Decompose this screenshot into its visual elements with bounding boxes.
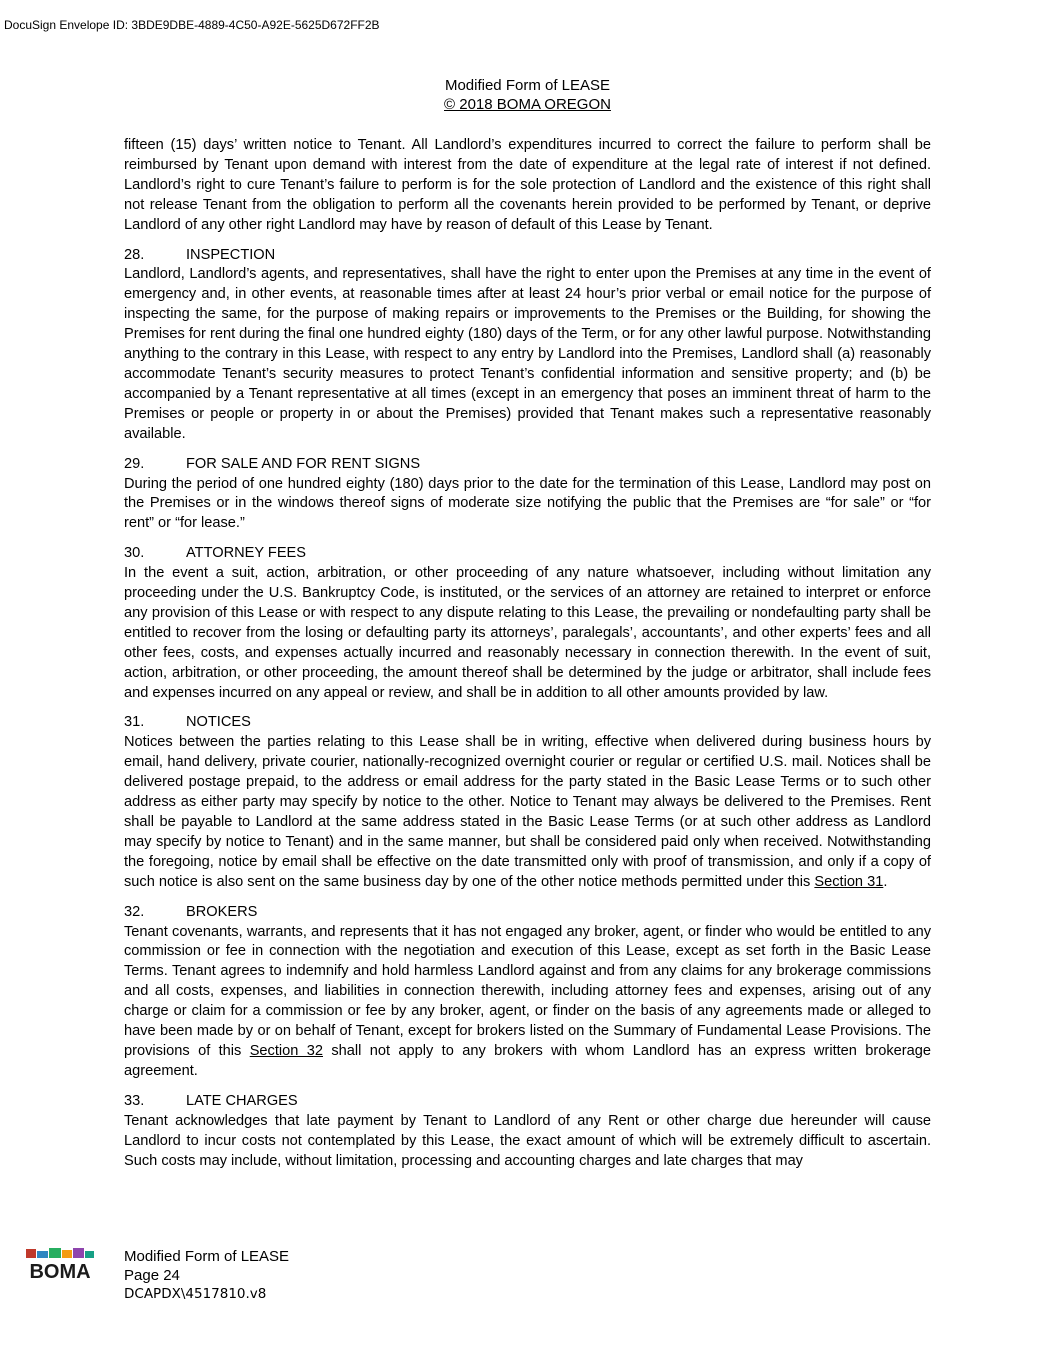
section-text: Landlord, Landlord’s agents, and representatives, shall have the right to enter upon the Premises at any time in the event of emergency and, in other events, at reasonable times after at least 24 hour’s prior verbal or email notice for the purpose of inspecting the same, for the purpose of making repairs or improvements to the Premises or the Building, for showing the Premises for rent during the final one hundred eighty (180) days of the Term, or for any other lawful purpose. Notwithstanding anything to the contrary in this Lease, with respect to any entry by Landlord into the Premises, Landlord shall (a) reasonably accommodate Tenant’s security measures to protect Tenant’s confidential information and sensitive property; and (b) be accompanied by a Tenant representative at all times (except in an emergency that poses an imminent threat of harm to the Premises or people or property in or about the Premises) provided that Tenant makes such a representative reasonably available. [124,266,931,442]
boma-logo [24,1247,96,1283]
footer-form-title: Modified Form of LEASE [124,1248,290,1265]
section-title: LATE CHARGES [186,1092,298,1109]
section-text: During the period of one hundred eighty (180) days prior to the date for the termination of this Lease, Landlord may post on the Premises or in the windows thereof signs of moderate size notifying the public that the Premises are “for sale” or “for rent” or “for lease.” [124,475,931,532]
section-number: 28. [124,246,145,263]
section-text: In the event a suit, action, arbitration, or other proceeding of any nature whatsoever, including without limitation any proceeding under the U.S. Bankruptcy Code, is instituted, or the services of an attorney are retained to interpret or enforce any provision of this Lease or with respect to any dispute relating to this Lease, the prevailing or nondefaulting party shall be entitled to recover from the losing or defaulting party its attorneys’, paralegals’, accountants’, and other experts’ fees and all other fees, costs, and expenses actually incurred and reasonably necessary in connection therewith. In the event of suit, action, arbitration, or other proceeding, the amount thereof shall be determined by the judge or arbitrator, shall include fees and expenses incurred on any appeal or review, and shall be in addition to all other amounts provided by law. [124,565,931,701]
section-title: BROKERS [186,903,258,920]
section-title: INSPECTION [186,246,276,263]
logo-tile [73,1248,84,1258]
section-text-tail: shall not apply to any brokers with whom Landlord has an express written brokerage agreement. [124,1042,932,1079]
footer-doc-id: DCAPDX\4517810.v8 [124,1286,267,1302]
section-31 [124,713,931,892]
section-text-body: Notices between the parties relating to this Lease shall be in writing, effective when delivered during business hours by email, hand delivery, private courier, nationally-recognized overnight courier or regular or certified U.S. mail. Notices shall be delivered postage prepaid, to the address or email address for the party stated in the Basic Lease Terms or to such other address as either party may specify by notice to the other. Notice to Tenant may always be delivered to the Premises. Rent shall be payable to Landlord at the same address stated in the Basic Lease Terms (or at such other address as Landlord may specify by notice to Tenant) and in the same manner, but shall be considered paid only when received. Notwithstanding the foregoing, notice by email shall be effective on the date transmitted only with proof of transmission, and only if a copy of such notice is also sent on the same business day by one of the other notice methods permitted under this [124,734,931,890]
logo-tile [62,1250,72,1258]
section-number: 31. [124,714,145,731]
section-31-link[interactable]: Section 31 [814,873,884,890]
page-footer [124,1247,289,1304]
logo-text: BOMA [29,1261,91,1283]
logo-tile [37,1251,48,1258]
document-body [124,136,931,1171]
section-heading [124,544,931,564]
docusign-envelope-id: DocuSign Envelope ID: 3BDE9DBE-4889-4C50-A92E-5625D672FF2B [4,18,380,32]
section-heading [124,455,931,475]
intro-paragraph: fifteen (15) days’ written notice to Tenant. All Landlord’s expenditures incurred to correct the failure to perform shall be reimbursed by Tenant upon demand with interest from the date of expenditure at the legal rate of interest if not defined. Landlord’s right to cure Tenant’s failure to perform is for the sole protection of Landlord and the existence of this right shall not release Tenant from the obligation to perform all the covenants herein provided to be performed by Tenant, or deprive Landlord of any other right Landlord may have by reason of default of this Lease by Tenant. [124,137,931,233]
section-title: NOTICES [186,714,251,731]
section-heading [124,1092,931,1112]
section-number: 30. [124,545,145,562]
section-text [124,923,931,1082]
section-number: 33. [124,1092,145,1109]
section-28 [124,246,931,445]
section-heading [124,246,931,266]
section-32 [124,903,931,1082]
section-30 [124,544,931,703]
section-text [124,733,931,892]
section-text-body: Tenant covenants, warrants, and represents that it has not engaged any broker, agent, or finder who would be entitled to any commission or fee in connection with the negotiation and execution of this Lease, except as set forth in the Basic Lease Terms. Tenant agrees to indemnify and hold harmless Landlord against and from any claims for any brokerage commissions and all costs, expenses, and liabilities in connection therewith, including attorney fees and expenses, arising out of any charge or claim for a commission or fee by any broker, agent, or finder on the basis of any agreements made or alleged to have been made by or on behalf of Tenant, except for brokers listed on the Summary of Fundamental Lease Provisions. The provisions of this [124,923,931,1059]
section-33 [124,1092,931,1172]
section-text-tail: . [883,873,888,890]
logo-tile [26,1249,36,1258]
header-copyright: © 2018 BOMA OREGON [444,96,611,113]
logo-tile [85,1251,94,1258]
section-number: 32. [124,903,145,920]
section-title: FOR SALE AND FOR RENT SIGNS [186,455,421,472]
logo-tile [49,1248,61,1258]
section-heading [124,903,931,923]
section-text: Tenant acknowledges that late payment by Tenant to Landlord of any Rent or other charge due hereunder will cause Landlord to incur costs not contemplated by this Lease, the exact amount of which will be extremely difficult to ascertain. Such costs may include, without limitation, processing and accounting charges and late charges that may [124,1112,931,1169]
section-number: 29. [124,455,145,472]
footer-page-number: Page 24 [124,1267,180,1284]
section-29 [124,455,931,535]
header-title: Modified Form of LEASE [444,77,611,94]
section-title: ATTORNEY FEES [186,545,307,562]
section-heading [124,713,931,733]
section-32-link[interactable]: Section 32 [249,1042,323,1059]
